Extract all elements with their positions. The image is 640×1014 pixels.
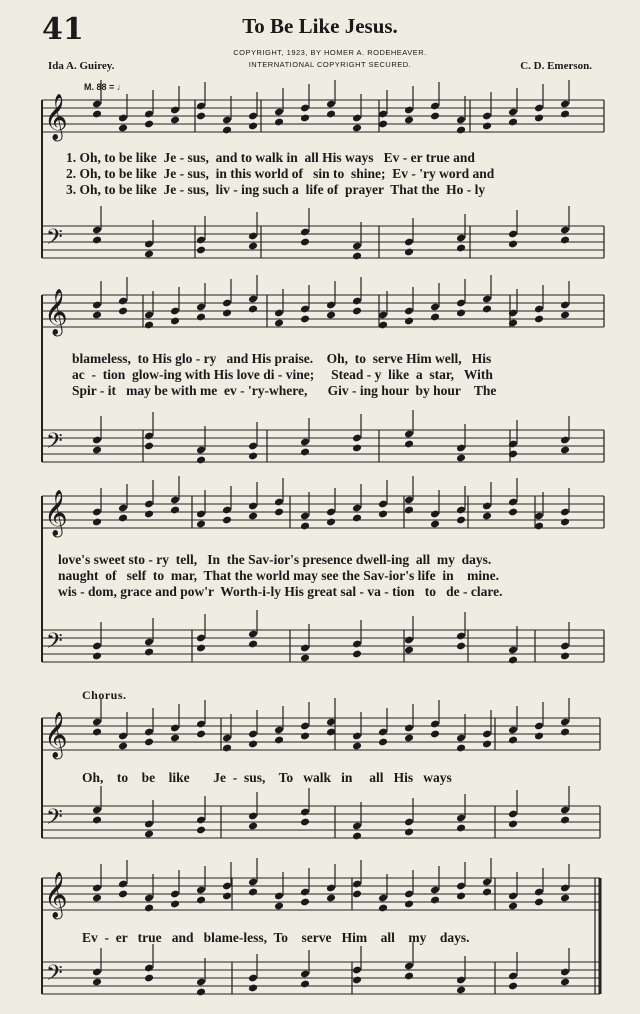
system-2-treble-note-head <box>326 311 336 320</box>
system-5-bass-note-head <box>456 986 466 995</box>
system-5-treble-note-head <box>482 888 492 897</box>
system-3-bass-note-head <box>456 642 466 651</box>
system-3-bass-note-head <box>508 656 518 665</box>
system-2-bass-note-head <box>404 440 414 449</box>
chorus-label: Chorus. <box>82 688 127 702</box>
system-2-treble-note-head <box>248 305 258 314</box>
system-2-treble-note-head <box>534 315 544 324</box>
system-1-treble-note-head <box>300 114 310 123</box>
system-5-bass-note-head <box>352 976 362 985</box>
system-2-treble-note-head <box>352 307 362 316</box>
system-5-bass-clef: 𝄢 <box>46 961 63 991</box>
system-4-treble-note-head <box>274 736 284 745</box>
tempo-marking: M. 88 = ♩ <box>84 82 126 92</box>
system-1-bass-note-head <box>248 242 258 251</box>
chorus-lyric-line-1: Oh, to be like Je - sus, To walk in all His ways <box>82 770 452 785</box>
system-2-bass-note-head <box>92 446 102 455</box>
system-1-treble-note-head <box>430 112 440 121</box>
system-3-treble-note-head <box>404 506 414 515</box>
system-3-treble-note-head <box>560 518 570 527</box>
system-2-treble-note-head <box>118 307 128 316</box>
verse-3-system-3: wis - dom, grace and pow'r Worth-i-ly His great sal - va - tion to de - clare. <box>58 584 503 599</box>
system-5-bass-note-head <box>92 978 102 987</box>
system-4-bass-note-head <box>404 828 414 837</box>
system-3-treble-note-head <box>196 520 206 529</box>
system-5-treble-note-head <box>534 898 544 907</box>
system-1-bass-note-head <box>404 248 414 257</box>
system-2-treble-note-head <box>222 309 232 318</box>
system-4-bass-note-head <box>560 816 570 825</box>
system-2-treble-note-head <box>92 311 102 320</box>
system-4-treble-note-head <box>378 738 388 747</box>
system-3-bass-note-head <box>300 654 310 663</box>
verse-1-system-2: blameless, to His glo - ry and His praise. Oh, to serve Him well, His <box>72 351 492 366</box>
system-3-treble-clef: 𝄞 <box>44 490 68 536</box>
system-1-treble-note-head <box>534 114 544 123</box>
chorus-lyric-line-2: Ev - er true and blame-less, To serve Him all my days. <box>82 930 470 945</box>
system-4-bass-note-head <box>300 818 310 827</box>
system-5-treble-note-head <box>404 900 414 909</box>
system-1-treble-note-head <box>196 112 206 121</box>
system-2-bass-note-head <box>196 456 206 465</box>
system-4-treble-note-head <box>196 730 206 739</box>
system-4-treble-note-head <box>482 740 492 749</box>
verse-2-system-3: naught of self to mar, That the world may see the Sav-ior's life in mine. <box>58 568 499 583</box>
system-1-bass-note-head <box>196 246 206 255</box>
system-5-bass-note-head <box>144 974 154 983</box>
system-3-treble-note-head <box>430 520 440 529</box>
system-1-treble-note-head <box>248 122 258 131</box>
system-4-bass-note-head <box>508 820 518 829</box>
system-4-treble-note-head <box>248 740 258 749</box>
system-4-treble-note-head <box>456 744 466 753</box>
system-2-bass-note-head <box>144 442 154 451</box>
system-5-treble-note-head <box>248 888 258 897</box>
system-5-bass-note-head <box>560 978 570 987</box>
system-1-treble-note-head <box>352 124 362 133</box>
system-3-bass-note-head <box>248 640 258 649</box>
system-1-treble-note-head <box>170 116 180 125</box>
system-1-bass-note-head <box>456 244 466 253</box>
system-5-treble-note-head <box>118 890 128 899</box>
system-5-treble-note-head <box>196 896 206 905</box>
system-4-treble-note-head <box>118 742 128 751</box>
system-4-treble-note-head <box>92 728 102 737</box>
system-3-treble-note-head <box>92 518 102 527</box>
system-5-treble-note-head <box>170 900 180 909</box>
system-1-bass-note-head <box>352 252 362 261</box>
system-4-treble-note-head <box>300 732 310 741</box>
system-1-bass-clef: 𝄢 <box>46 225 63 255</box>
system-3-treble-note-head <box>300 522 310 531</box>
system-1-treble-note-head <box>222 126 232 135</box>
system-4-treble-note-head <box>352 742 362 751</box>
system-5-treble-note-head <box>300 898 310 907</box>
system-3-treble-note-head <box>352 514 362 523</box>
system-3-bass-note-head <box>560 652 570 661</box>
system-1-bass-note-head <box>560 236 570 245</box>
system-3-treble-note-head <box>508 508 518 517</box>
system-2-treble-note-head <box>404 317 414 326</box>
system-3-treble-note-head <box>144 510 154 519</box>
system-1-treble-note-head <box>92 110 102 119</box>
system-2-bass-note-head <box>300 448 310 457</box>
system-4-treble-note-head <box>430 730 440 739</box>
system-4-treble-note-head <box>560 728 570 737</box>
system-5-treble-note-head <box>144 904 154 913</box>
system-3-treble-note-head <box>456 516 466 525</box>
system-2-treble-note-head <box>560 311 570 320</box>
verse-1-system-1: 1. Oh, to be like Je - sus, and to walk in all His ways Ev - er true and <box>66 150 475 165</box>
copyright-line: COPYRIGHT, 1923, BY HOMER A. RODEHEAVER. <box>233 48 427 57</box>
system-2-treble-note-head <box>430 313 440 322</box>
system-4-bass-note-head <box>92 816 102 825</box>
system-2-treble-note-head <box>170 317 180 326</box>
system-5-treble-note-head <box>508 902 518 911</box>
system-4-treble-note-head <box>404 734 414 743</box>
system-4-bass-note-head <box>248 822 258 831</box>
system-4-bass-note-head <box>456 824 466 833</box>
system-3-bass-clef: 𝄢 <box>46 629 63 659</box>
system-1-treble-note-head <box>144 120 154 129</box>
system-5-treble-note-head <box>92 894 102 903</box>
system-4-bass-clef: 𝄢 <box>46 805 63 835</box>
system-2-bass-clef: 𝄢 <box>46 429 63 459</box>
system-4-treble-note-head <box>170 734 180 743</box>
system-5-treble-note-head <box>274 902 284 911</box>
system-1-treble-note-head <box>326 110 336 119</box>
verse-1-system-3: love's sweet sto - ry tell, In the Sav-ior's presence dwell-ing all my days. <box>58 552 492 567</box>
system-5-treble-note-head <box>456 892 466 901</box>
verse-2-system-2: ac - tion glow-ing with His love di - vine; Stead - y like a star, With <box>72 367 493 382</box>
system-3-treble-note-head <box>378 510 388 519</box>
system-2-treble-clef: 𝄞 <box>44 289 68 335</box>
system-3-bass-note-head <box>404 646 414 655</box>
system-5-treble-note-head <box>560 894 570 903</box>
system-2-treble-note-head <box>300 315 310 324</box>
verse-2-system-1: 2. Oh, to be like Je - sus, in this world of sin to shine; Ev - 'ry word and <box>66 166 495 181</box>
system-5-treble-note-head <box>430 896 440 905</box>
system-5-treble-note-head <box>326 894 336 903</box>
system-5-bass-note-head <box>300 980 310 989</box>
system-4-treble-note-head <box>508 736 518 745</box>
system-5-treble-note-head <box>352 890 362 899</box>
system-4-bass-note-head <box>196 826 206 835</box>
system-1-treble-clef: 𝄞 <box>44 94 68 140</box>
system-3-bass-note-head <box>196 644 206 653</box>
system-3-treble-note-head <box>274 508 284 517</box>
system-5-treble-clef: 𝄞 <box>44 872 68 918</box>
system-1-bass-note-head <box>144 250 154 259</box>
system-2-bass-note-head <box>352 444 362 453</box>
system-3-treble-note-head <box>222 516 232 525</box>
system-3-treble-note-head <box>248 512 258 521</box>
system-2-treble-note-head <box>144 321 154 330</box>
system-2-treble-note-head <box>482 305 492 314</box>
system-1-bass-note-head <box>92 236 102 245</box>
system-1-treble-note-head <box>508 118 518 127</box>
system-3-treble-note-head <box>482 512 492 521</box>
verse-3-system-1: 3. Oh, to be like Je - sus, liv - ing such a life of prayer That the Ho - ly <box>66 182 486 197</box>
system-1-treble-note-head <box>118 124 128 133</box>
system-4-treble-note-head <box>534 732 544 741</box>
system-5-bass-note-head <box>508 982 518 991</box>
system-1-bass-note-head <box>508 240 518 249</box>
system-4-treble-clef: 𝄞 <box>44 712 68 758</box>
copyright-secured: INTERNATIONAL COPYRIGHT SECURED. <box>248 60 412 69</box>
lyricist: Ida A. Guirey. <box>48 60 115 72</box>
system-1-bass-note-head <box>300 238 310 247</box>
system-2-bass-note-head <box>248 452 258 461</box>
system-3-bass-note-head <box>144 648 154 657</box>
verse-3-system-2: Spir - it may be with me ev - 'ry-where, Giv - ing hour by hour The <box>72 383 497 398</box>
system-1-treble-note-head <box>456 126 466 135</box>
hymn-number: 41 <box>42 12 84 47</box>
system-2-treble-note-head <box>456 309 466 318</box>
system-3-treble-note-head <box>326 518 336 527</box>
system-3-bass-note-head <box>92 652 102 661</box>
system-4-treble-note-head <box>222 744 232 753</box>
system-3-treble-note-head <box>118 514 128 523</box>
hymn-title: To Be Like Jesus. <box>242 14 398 38</box>
system-2-bass-note-head <box>560 446 570 455</box>
system-2-treble-note-head <box>274 319 284 328</box>
system-5-bass-note-head <box>404 972 414 981</box>
system-1-treble-note-head <box>404 116 414 125</box>
system-5-treble-note-head <box>378 904 388 913</box>
system-4-bass-note-head <box>352 832 362 841</box>
system-4-bass-note-head <box>144 830 154 839</box>
system-1-treble-note-head <box>274 118 284 127</box>
system-5-treble-note-head <box>222 892 232 901</box>
system-5-bass-note-head <box>248 984 258 993</box>
system-1-treble-note-head <box>560 110 570 119</box>
system-3-bass-note-head <box>352 650 362 659</box>
system-4-treble-note-head <box>144 738 154 747</box>
composer: C. D. Emerson. <box>520 60 592 72</box>
system-2-treble-note-head <box>196 313 206 322</box>
system-5-bass-note-head <box>196 988 206 997</box>
system-2-bass-note-head <box>456 454 466 463</box>
system-1-treble-note-head <box>482 122 492 131</box>
system-3-treble-note-head <box>170 506 180 515</box>
